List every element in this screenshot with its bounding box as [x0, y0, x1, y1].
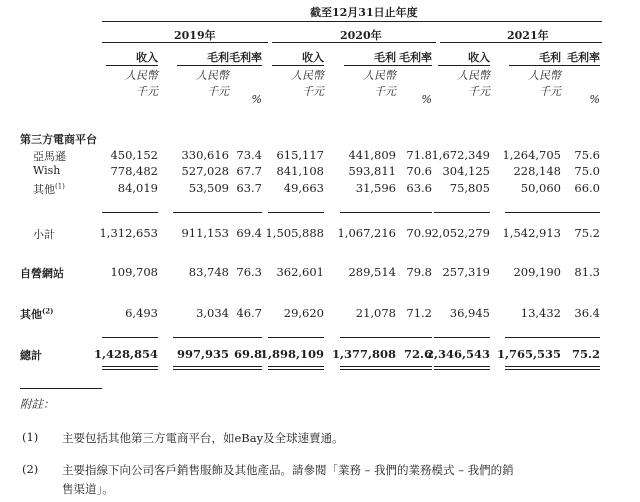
column-header: 收入 — [302, 51, 324, 64]
column-header-rule — [548, 65, 600, 66]
table-cell: 81.3 — [574, 265, 600, 279]
row-label-footnote: (2) — [42, 306, 54, 316]
table-cell: 6,493 — [125, 306, 158, 320]
column-header-rule — [210, 65, 262, 66]
column-header: 收入 — [468, 51, 490, 64]
table-cell: 21,078 — [355, 306, 396, 320]
column-header-rule — [438, 65, 490, 66]
table-cell: 63.6 — [406, 181, 432, 195]
unit-rmb: 人民幣 — [457, 69, 490, 82]
total-double-rule — [268, 369, 324, 370]
year-2020: 2020年 — [340, 29, 382, 42]
row-label-text: 其他 — [20, 308, 42, 321]
table-cell: 83,748 — [188, 265, 229, 279]
table-cell: 228,148 — [513, 164, 561, 178]
table-cell: 304,125 — [442, 164, 490, 178]
table-cell: 257,319 — [442, 265, 490, 279]
table-cell: 1,505,888 — [265, 226, 324, 240]
row-label — [20, 265, 64, 281]
total-double-rule — [376, 369, 432, 370]
column-header-rule — [272, 65, 324, 66]
note-1-text: 主要包括其他第三方電商平台，如eBay及全球速賣通。 — [62, 431, 344, 445]
table-cell: 2,052,279 — [431, 226, 490, 240]
unit-thousand: 千元 — [136, 85, 158, 98]
table-cell: 53,509 — [188, 181, 229, 195]
subtotal-rule — [376, 212, 432, 213]
total-double-rule — [544, 369, 600, 370]
table-cell: 84,019 — [117, 181, 158, 195]
table-cell: 1,672,349 — [431, 148, 490, 162]
unit-label — [426, 68, 490, 100]
column-header: 毛利 — [207, 51, 229, 64]
unit-percent: % — [589, 93, 600, 106]
table-cell: 527,028 — [181, 164, 229, 178]
table-cell: 71.2 — [406, 306, 432, 320]
period-title: 截至12月31日止年度 — [310, 6, 418, 19]
total-double-rule — [376, 366, 432, 367]
year-rule-2019 — [102, 42, 268, 43]
total-rule — [102, 337, 158, 338]
unit-percent: % — [251, 93, 262, 106]
table-cell: 1,765,535 — [496, 347, 561, 361]
table-cell: 209,190 — [513, 265, 561, 279]
table-cell: 36.4 — [574, 306, 600, 320]
note-1-number: (1) — [22, 430, 39, 444]
column-header: 毛利率 — [399, 51, 432, 64]
table-cell: 49,663 — [283, 181, 324, 195]
total-double-rule — [206, 366, 262, 367]
row-label — [33, 226, 55, 242]
table-cell: 593,811 — [348, 164, 396, 178]
row-label-text: 自營網站 — [20, 267, 64, 280]
unit-percent: % — [421, 93, 432, 106]
table-cell: 75.2 — [574, 226, 600, 240]
unit-label — [260, 68, 324, 100]
table-cell: 72.6 — [403, 347, 432, 361]
unit-rmb: 人民幣 — [291, 69, 324, 82]
subtotal-rule — [102, 212, 158, 213]
total-double-rule — [434, 369, 490, 370]
table-cell: 362,601 — [276, 265, 324, 279]
table-cell: 13,432 — [520, 306, 561, 320]
note-2-text-line1: 主要指線下向公司客戶銷售服飾及其他產品。請參閱「業務 – 我們的業務模式 – 我們的銷 — [62, 463, 514, 477]
table-cell: 75,805 — [449, 181, 490, 195]
table-cell: 1,542,913 — [502, 226, 561, 240]
table-cell: 70.6 — [406, 164, 432, 178]
subtotal-rule — [268, 212, 324, 213]
row-label — [33, 164, 60, 177]
table-cell: 69.8 — [233, 347, 262, 361]
total-double-rule — [434, 366, 490, 367]
row-label-footnote: (1) — [55, 182, 65, 191]
unit-rmb: 人民幣 — [528, 69, 561, 82]
total-rule — [268, 337, 324, 338]
table-cell: 109,708 — [110, 265, 158, 279]
table-cell: 66.0 — [574, 181, 600, 195]
row-label-text: 總計 — [20, 349, 42, 362]
column-header: 毛利 — [374, 51, 396, 64]
table-cell: 67.7 — [236, 164, 262, 178]
unit-rmb: 人民幣 — [125, 69, 158, 82]
table-cell: 1,312,653 — [99, 226, 158, 240]
row-label-text: 小計 — [33, 228, 55, 241]
total-double-rule — [268, 366, 324, 367]
table-cell: 79.8 — [406, 265, 432, 279]
unit-label — [94, 68, 158, 100]
table-cell: 69.4 — [236, 226, 262, 240]
total-rule — [376, 337, 432, 338]
table-cell: 1,898,109 — [259, 347, 324, 361]
table-cell: 29,620 — [283, 306, 324, 320]
table-cell: 31,596 — [355, 181, 396, 195]
subtotal-rule — [544, 212, 600, 213]
total-double-rule — [206, 369, 262, 370]
subtotal-rule — [206, 212, 262, 213]
row-label — [33, 181, 65, 197]
row-label-text: 亞馬遜 — [33, 150, 66, 163]
total-double-rule — [102, 366, 158, 367]
year-2021: 2021年 — [507, 29, 549, 42]
table-cell: 2,346,543 — [425, 347, 490, 361]
row-label-text: 其他 — [33, 183, 55, 196]
table-cell: 70.9 — [406, 226, 432, 240]
table-cell: 75.6 — [574, 148, 600, 162]
note-2-number: (2) — [22, 462, 39, 476]
table-cell: 73.4 — [236, 148, 262, 162]
table-cell: 1,428,854 — [93, 347, 158, 361]
table-cell: 441,809 — [348, 148, 396, 162]
unit-rmb: 人民幣 — [196, 69, 229, 82]
unit-thousand: 千元 — [374, 85, 396, 98]
column-header-rule — [106, 65, 158, 66]
total-double-rule — [544, 366, 600, 367]
year-rule-2021 — [440, 42, 602, 43]
table-cell: 330,616 — [181, 148, 229, 162]
unit-rmb: 人民幣 — [363, 69, 396, 82]
section-label: 第三方電商平台 — [20, 133, 97, 146]
table-cell: 778,482 — [110, 164, 158, 178]
column-header: 毛利率 — [229, 51, 262, 64]
row-label-text: Wish — [33, 164, 61, 177]
year-rule-2020 — [272, 42, 436, 43]
table-cell: 75.0 — [574, 164, 600, 178]
row-label — [20, 347, 42, 363]
table-cell: 997,935 — [176, 347, 229, 361]
row-label — [33, 148, 66, 164]
year-2019: 2019年 — [174, 29, 216, 42]
column-header: 收入 — [136, 51, 158, 64]
unit-thousand: 千元 — [468, 85, 490, 98]
note-2-text-line2: 售渠道」。 — [62, 482, 114, 496]
unit-thousand: 千元 — [539, 85, 561, 98]
table-cell: 36,945 — [449, 306, 490, 320]
table-cell: 50,060 — [520, 181, 561, 195]
column-header: 毛利 — [539, 51, 561, 64]
table-cell: 46.7 — [236, 306, 262, 320]
table-cell: 71.8 — [406, 148, 432, 162]
table-cell: 450,152 — [110, 148, 158, 162]
table-cell: 3,034 — [196, 306, 229, 320]
table-cell: 63.7 — [236, 181, 262, 195]
period-rule — [102, 21, 602, 22]
total-rule — [544, 337, 600, 338]
unit-thousand: 千元 — [302, 85, 324, 98]
table-cell: 1,377,808 — [331, 347, 396, 361]
total-rule — [434, 337, 490, 338]
table-cell: 841,108 — [276, 164, 324, 178]
table-cell: 911,153 — [181, 226, 229, 240]
column-header: 毛利率 — [567, 51, 600, 64]
table-cell: 75.2 — [571, 347, 600, 361]
unit-thousand: 千元 — [207, 85, 229, 98]
subtotal-rule — [434, 212, 490, 213]
total-rule — [206, 337, 262, 338]
table-cell: 76.3 — [236, 265, 262, 279]
table-cell: 1,264,705 — [502, 148, 561, 162]
column-header-rule — [380, 65, 432, 66]
table-cell: 615,117 — [276, 148, 324, 162]
notes-rule — [20, 388, 102, 389]
table-cell: 1,067,216 — [337, 226, 396, 240]
row-label — [20, 306, 54, 322]
table-cell: 289,514 — [348, 265, 396, 279]
notes-heading: 附註： — [20, 397, 55, 411]
total-double-rule — [102, 369, 158, 370]
